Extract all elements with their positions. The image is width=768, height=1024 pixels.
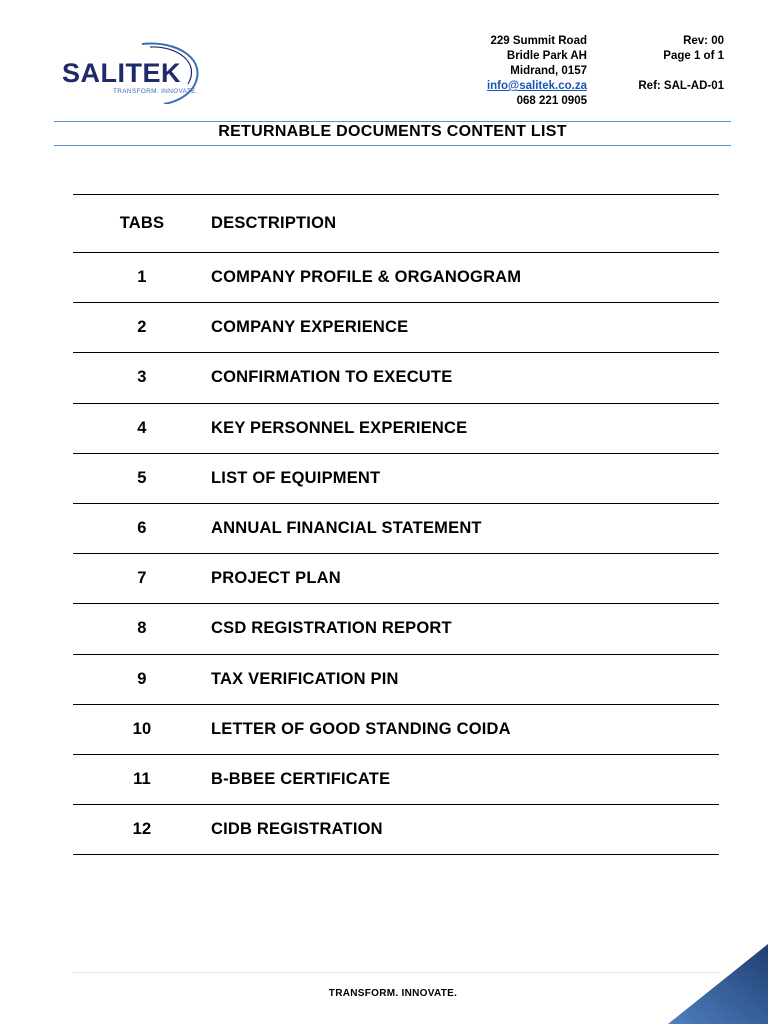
logo-tagline: TRANSFORM. INNOVATE. [113,88,198,95]
tab-description: B-BBEE CERTIFICATE [211,754,719,804]
description-column-header: DESCTRIPTION [211,195,719,253]
document-title: RETURNABLE DOCUMENTS CONTENT LIST [218,123,567,140]
tab-description: CONFIRMATION TO EXECUTE [211,353,719,403]
tab-number: 12 [73,805,211,855]
contents-table [73,194,719,855]
document-control-block [584,34,724,94]
title-rule-bottom [54,145,731,146]
table-row [73,654,719,704]
tab-number: 5 [73,453,211,503]
tab-description: TAX VERIFICATION PIN [211,654,719,704]
tab-description: CSD REGISTRATION REPORT [211,604,719,654]
table-row [73,704,719,754]
tab-description: COMPANY EXPERIENCE [211,303,719,353]
tab-description: KEY PERSONNEL EXPERIENCE [211,403,719,453]
tab-number: 7 [73,554,211,604]
table-row [73,303,719,353]
tab-number: 1 [73,253,211,303]
table-row [73,253,719,303]
tab-description: PROJECT PLAN [211,554,719,604]
table-row [73,453,719,503]
tab-description: ANNUAL FINANCIAL STATEMENT [211,503,719,553]
company-address [387,34,587,109]
tab-number: 6 [73,503,211,553]
corner-triangle-decoration [668,944,768,1024]
table-row [73,754,719,804]
tab-number: 2 [73,303,211,353]
tab-number: 4 [73,403,211,453]
email-link[interactable]: info@salitek.co.za [486,80,587,92]
address-line-1: 229 Summit Road [490,35,587,47]
tab-number: 10 [73,704,211,754]
company-logo [60,38,210,104]
table-row [73,503,719,553]
title-rule-top [54,121,731,122]
page-label: Page 1 of 1 [663,50,724,62]
tabs-column-header: TABS [73,195,211,253]
table-row [73,403,719,453]
tab-number: 11 [73,754,211,804]
phone-number: 068 221 0905 [516,95,587,107]
table-row [73,353,719,403]
tab-description: LETTER OF GOOD STANDING COIDA [211,704,719,754]
address-line-2: Bridle Park AH [506,50,587,62]
revision-label: Rev: 00 [683,35,724,47]
table-row [73,554,719,604]
address-line-3: Midrand, 0157 [510,65,587,77]
footer-tagline: TRANSFORM. INNOVATE. [328,988,458,999]
footer-rule [73,972,719,973]
logo-wordmark: SALITEK [62,58,182,88]
table-row [73,805,719,855]
tab-number: 9 [73,654,211,704]
tab-number: 8 [73,604,211,654]
reference-label: Ref: SAL-AD-01 [638,80,724,92]
table-row [73,604,719,654]
tab-description: COMPANY PROFILE & ORGANOGRAM [211,253,719,303]
tab-description: CIDB REGISTRATION [211,805,719,855]
tab-number: 3 [73,353,211,403]
tab-description: LIST OF EQUIPMENT [211,453,719,503]
table-header-row [73,195,719,253]
